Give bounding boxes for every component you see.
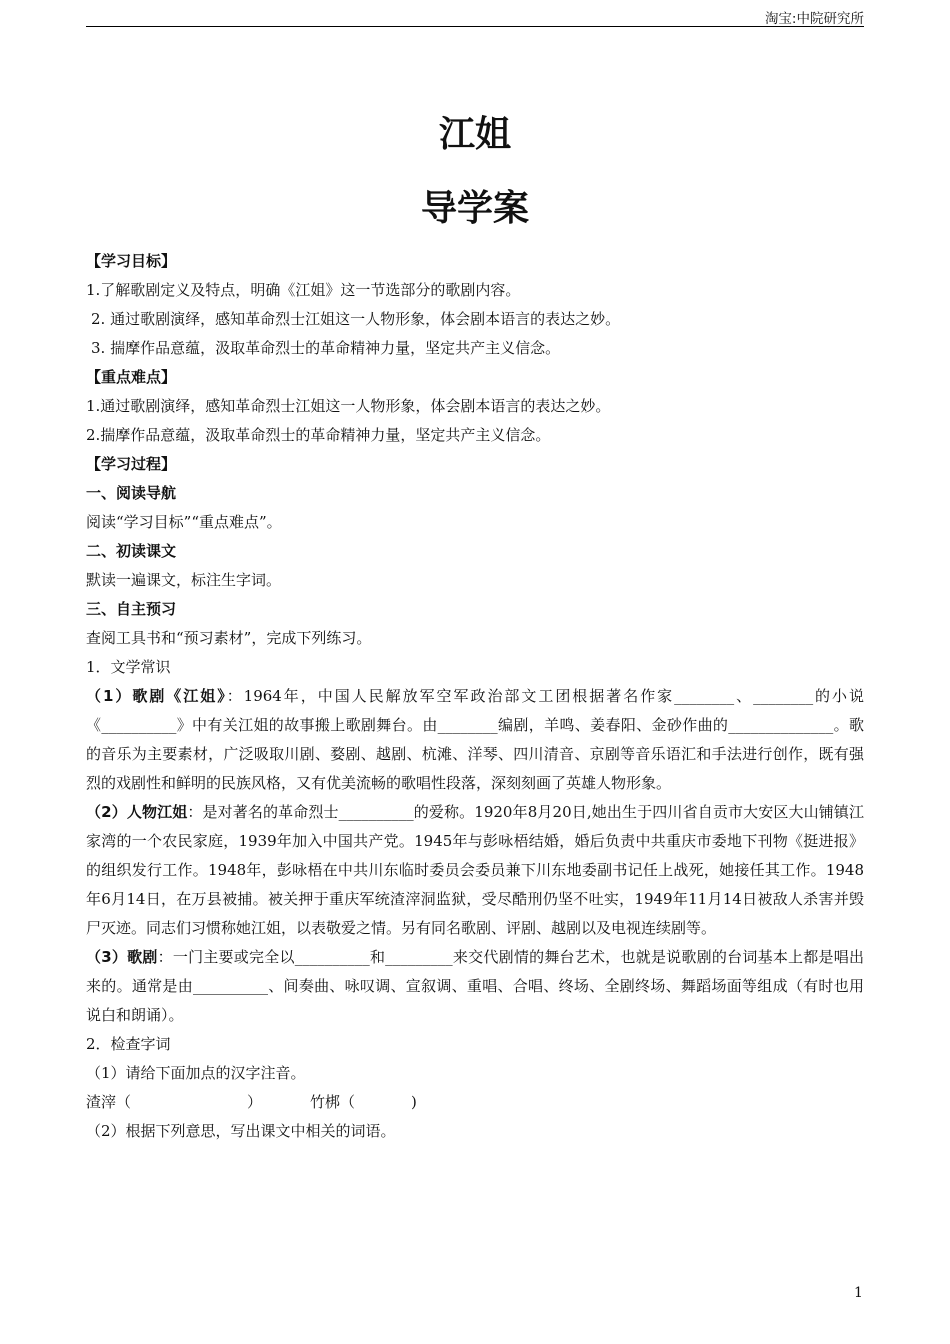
key-point: 1.通过歌剧演绎，感知革命烈士江姐这一人物形象，体会剧本语言的表达之妙。: [86, 397, 611, 415]
word-zhazi: 渣滓（: [86, 1093, 132, 1111]
goal-item: 2. 通过歌剧演绎，感知革命烈士江姐这一人物形象，体会剧本语言的表达之妙。: [91, 310, 621, 328]
check-heading: 2．检查字词: [86, 1035, 171, 1053]
step3-text: 查阅工具书和“预习素材”，完成下列练习。: [86, 629, 372, 647]
key-point: 2.揣摩作品意蕴，汲取革命烈士的革命精神力量，坚定共产主义信念。: [86, 426, 551, 444]
jiangjie-text: ：是对著名的革命烈士__________的爱称。1920年8月20日,她出生于四川省自贡市大安区大山铺镇江家湾的一个农民家庭，1939年加入中国共产党。1945年与彭咏梧结婚，婚后负责中共重庆市委地下刊物《挺进报》的组织发行工作。1948年，彭咏梧在中共川东临时委员会委员兼下川东地委副书记任上战死，她接任其工作。1948年6月14日，在万县被捕。被关押于重庆军统渣滓洞监狱，受尽酷刑仍坚不吐实，1949年11月14日被敌人杀害并毁尸灭迹。同志们习惯称她江姐，以表敬爱之情。另有同名歌剧、评剧、越剧以及电视连续剧等。: [86, 803, 864, 937]
page-title: 江姐: [438, 114, 511, 155]
key-heading: 【重点难点】: [86, 368, 177, 386]
document-body: [86, 247, 864, 1146]
literary-heading: 1．文学常识: [86, 658, 171, 676]
jiangjie-label: （2）人物江姐: [86, 803, 188, 821]
goal-item: 1.了解歌剧定义及特点，明确《江姐》这一节选部分的歌剧内容。: [86, 281, 521, 299]
step3-heading: 三、自主预习: [86, 600, 177, 618]
paragraph-jiangjie: [86, 798, 864, 943]
paragraph-opera: [86, 682, 864, 798]
check-question-1: （1）请给下面加点的汉字注音。: [86, 1064, 306, 1082]
geju-label: （3）歌剧: [86, 948, 158, 966]
opera-text: ：1964年，中国人民解放军空军政治部文工团根据著名作家________、________的小说《__________》中有关江姐的故事搬上歌剧舞台。由________编剧，羊鸣、姜春阳、金砂作曲的______________。歌的音乐为主要素材，广泛吸取川剧、婺剧、越剧、杭滩、洋琴、四川清音、京剧等音乐语汇和手法进行创作，既有强烈的戏剧性和鲜明的民族风格，又有优美流畅的歌唱性段落，深刻刻画了英雄人物形象。: [86, 687, 864, 792]
step2-text: 默读一遍课文，标注生字词。: [86, 571, 282, 589]
header-text: 淘宝:中院研究所: [764, 11, 864, 27]
step2-heading: 二、初读课文: [86, 542, 177, 560]
word-zhubang-end: ): [411, 1093, 417, 1111]
page-subtitle: 导学案: [420, 188, 529, 229]
opera-label: （1）歌剧《江姐》: [86, 687, 227, 705]
page-header: [86, 4, 864, 27]
step1-text: 阅读“学习目标”“重点难点”。: [86, 513, 282, 531]
pinyin-row: [86, 1088, 864, 1117]
page-number: 1: [854, 1285, 863, 1301]
paragraph-geju: [86, 943, 864, 1030]
goals-heading: 【学习目标】: [86, 252, 177, 270]
check-question-2: （2）根据下列意思，写出课文中相关的词语。: [86, 1122, 396, 1140]
geju-text: ：一门主要或完全以__________和_________来交代剧情的舞台艺术，也就是说歌剧的台词基本上都是唱出来的。通常是由__________、间奏曲、咏叹调、宣叙调、重唱、合唱、终场、全剧终场、舞蹈场面等组成（有时也用说白和朗诵）。: [86, 948, 864, 1024]
word-zhazi-end: ）: [247, 1093, 263, 1111]
process-heading: 【学习过程】: [86, 455, 177, 473]
goal-item: 3. 揣摩作品意蕴，汲取革命烈士的革命精神力量，坚定共产主义信念。: [91, 339, 561, 357]
step1-heading: 一、阅读导航: [86, 484, 177, 502]
word-zhubang: 竹梆（: [310, 1093, 356, 1111]
